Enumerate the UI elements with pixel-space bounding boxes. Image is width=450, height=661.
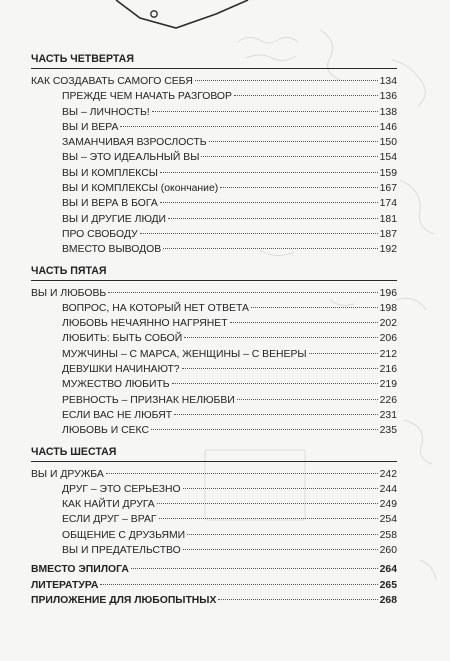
dot-leader [168,218,378,219]
toc-page-number: 265 [379,579,397,591]
dot-leader [106,473,378,474]
toc-entry[interactable] [31,593,397,608]
toc-entry-title: ВЫ И ПРЕДАТЕЛЬСТВО [62,545,181,557]
toc-entry-title: МУЖЧИНЫ – С МАРСА, ЖЕНЩИНЫ – С ВЕНЕРЫ [62,348,307,360]
dot-leader [157,503,378,504]
toc-entry[interactable] [31,423,397,438]
toc-entry-title: ВЫ – ЛИЧНОСТЬ! [62,106,150,118]
toc-part-section [31,443,397,559]
toc-page-number: 268 [379,594,397,606]
toc-entry[interactable] [31,181,397,196]
dot-leader [183,488,378,489]
toc-entry-title: КАК НАЙТИ ДРУГА [62,499,155,511]
toc-page-number: 150 [379,137,397,149]
toc-entry[interactable] [31,89,397,104]
toc-entry[interactable] [31,301,397,316]
toc-page-number: 138 [379,106,397,118]
toc-entry[interactable] [31,482,397,497]
toc-entry-title: МУЖЕСТВО ЛЮБИТЬ [62,379,170,391]
toc-page-number: 216 [379,364,397,376]
toc-entry-title: ЛИТЕРАТУРА [31,579,99,591]
toc-entry-title: ВЫ И КОМПЛЕКСЫ (окончание) [62,183,219,195]
toc-entry-title: ЛЮБОВЬ НЕЧАЯННО НАГРЯНЕТ [62,318,228,330]
toc-entry[interactable] [31,150,397,165]
part-heading: ЧАСТЬ ПЯТАЯ [31,264,107,277]
toc-entry[interactable] [31,286,397,301]
dot-leader [201,156,377,157]
toc-entry-title: ОБЩЕНИЕ С ДРУЗЬЯМИ [62,529,186,541]
dot-leader [160,202,378,203]
part-divider [31,461,397,462]
dot-leader [131,568,378,569]
dot-leader [152,111,378,112]
toc-entry-title: ВЫ И ДРУЖБА [31,468,104,480]
toc-entry-title: ЛЮБОВЬ И СЕКС [62,425,149,437]
toc-entry[interactable] [31,377,397,392]
toc-entry-title: ПРО СВОБОДУ [62,228,138,240]
dot-leader [174,414,378,415]
toc-entry-title: ДРУГ – ЭТО СЕРЬЕЗНО [62,483,181,495]
dot-leader [108,292,377,293]
toc-page-number: 198 [379,302,397,314]
dot-leader [209,141,378,142]
toc-entry[interactable] [31,393,397,408]
toc-entry-title: КАК СОЗДАВАТЬ САМОГО СЕБЯ [31,76,193,87]
toc-page-number: 196 [379,287,397,299]
toc-entry-title: ВЫ – ЭТО ИДЕАЛЬНЫЙ ВЫ [62,152,200,164]
toc-entry[interactable] [31,135,397,150]
toc-page-number: 181 [379,213,397,225]
toc-entry-title: ВМЕСТО ВЫВОДОВ [62,244,162,256]
toc-entry[interactable] [31,331,397,346]
toc-page-number: 192 [379,244,397,256]
toc-page-number: 244 [379,483,397,495]
toc-entry[interactable] [31,166,397,181]
toc-page-number: 146 [379,121,397,133]
toc-page-number: 187 [379,228,397,240]
toc-tail-section [31,562,397,608]
toc-page-number: 258 [379,529,397,541]
toc-entry[interactable] [31,105,397,120]
part-heading: ЧАСТЬ ЧЕТВЕРТАЯ [31,53,134,65]
toc-entry-title: ПРИЛОЖЕНИЕ ДЛЯ ЛЮБОПЫТНЫХ [31,594,217,606]
toc-page-number: 167 [379,183,397,195]
toc-entry-title: ВЫ И ЛЮБОВЬ [31,287,107,299]
toc-entry-title: ВЫ И ВЕРА В БОГА [62,198,158,210]
toc-page-number: 249 [379,499,397,511]
part-divider [31,280,397,281]
dot-leader [159,518,378,519]
toc-page-number: 219 [379,379,397,391]
toc-entry[interactable] [31,242,397,257]
toc-part-section [31,50,397,258]
toc-entry-title: ВОПРОС, НА КОТОРЫЙ НЕТ ОТВЕТА [62,302,249,314]
dot-leader [251,307,378,308]
toc-page-number: 206 [379,333,397,345]
toc-entry[interactable] [31,212,397,227]
toc-entry[interactable] [31,562,397,577]
toc-page-number: 254 [379,514,397,526]
dot-leader [230,322,378,323]
toc-page-number: 202 [379,318,397,330]
table-of-contents [31,50,397,608]
toc-entry[interactable] [31,347,397,362]
toc-page-number: 134 [379,76,397,87]
dot-leader [187,534,378,535]
dot-leader [234,95,378,96]
dot-leader [237,399,378,400]
dot-leader [309,353,378,354]
dot-leader [172,383,378,384]
toc-entry-title: ВЫ И ДРУГИЕ ЛЮДИ [62,213,166,225]
toc-entry[interactable] [31,316,397,331]
toc-entry[interactable] [31,528,397,543]
toc-entry[interactable] [31,120,397,135]
toc-page-number: 260 [379,545,397,557]
dot-leader [220,187,377,188]
toc-page-number: 235 [379,425,397,437]
toc-entry[interactable] [31,512,397,527]
dot-leader [182,368,378,369]
toc-page-number: 159 [379,167,397,179]
dot-leader [120,126,377,127]
dot-leader [184,337,377,338]
toc-entry[interactable] [31,227,397,242]
dot-leader [100,584,377,585]
toc-entry-title: ВЫ И ВЕРА [62,121,119,133]
toc-entry-title: ВМЕСТО ЭПИЛОГА [31,564,129,576]
toc-entry-title: ВЫ И КОМПЛЕКСЫ [62,167,158,179]
toc-page-number: 154 [379,152,397,164]
toc-entry[interactable] [31,497,397,512]
toc-entry-title: ДЕВУШКИ НАЧИНАЮТ? [62,364,180,376]
toc-entry[interactable] [31,196,397,211]
toc-entry-title: РЕВНОСТЬ – ПРИЗНАК НЕЛЮБВИ [62,394,235,406]
toc-entry-title: ЗАМАНЧИВАЯ ВЗРОСЛОСТЬ [62,137,207,149]
toc-entry[interactable] [31,578,397,593]
dot-leader [163,248,378,249]
toc-entry[interactable] [31,408,397,423]
dot-leader [160,172,378,173]
toc-entry[interactable] [31,543,397,558]
part-heading: ЧАСТЬ ШЕСТАЯ [31,445,117,458]
dot-leader [151,429,378,430]
toc-page-number: 231 [379,409,397,421]
toc-entry-title: ПРЕЖДЕ ЧЕМ НАЧАТЬ РАЗГОВОР [62,91,232,103]
toc-entry-title: ЕСЛИ ВАС НЕ ЛЮБЯТ [62,409,173,421]
dot-leader [218,599,377,600]
toc-part-section [31,262,397,439]
toc-page-number: 226 [379,394,397,406]
toc-entry[interactable] [31,467,397,482]
toc-page-number: 242 [379,468,397,480]
part-divider [31,68,397,69]
toc-page-number: 136 [379,91,397,103]
dot-leader [183,549,378,550]
dot-leader [195,80,378,81]
toc-entry[interactable] [31,362,397,377]
toc-page-number: 212 [379,348,397,360]
toc-entry-title: ЕСЛИ ДРУГ – ВРАГ [62,514,157,526]
toc-entry-title: ЛЮБИТЬ: БЫТЬ СОБОЙ [62,333,183,345]
dot-leader [140,233,378,234]
toc-page-number: 264 [379,564,397,576]
toc-page-number: 174 [379,198,397,210]
toc-entry[interactable] [31,74,397,89]
